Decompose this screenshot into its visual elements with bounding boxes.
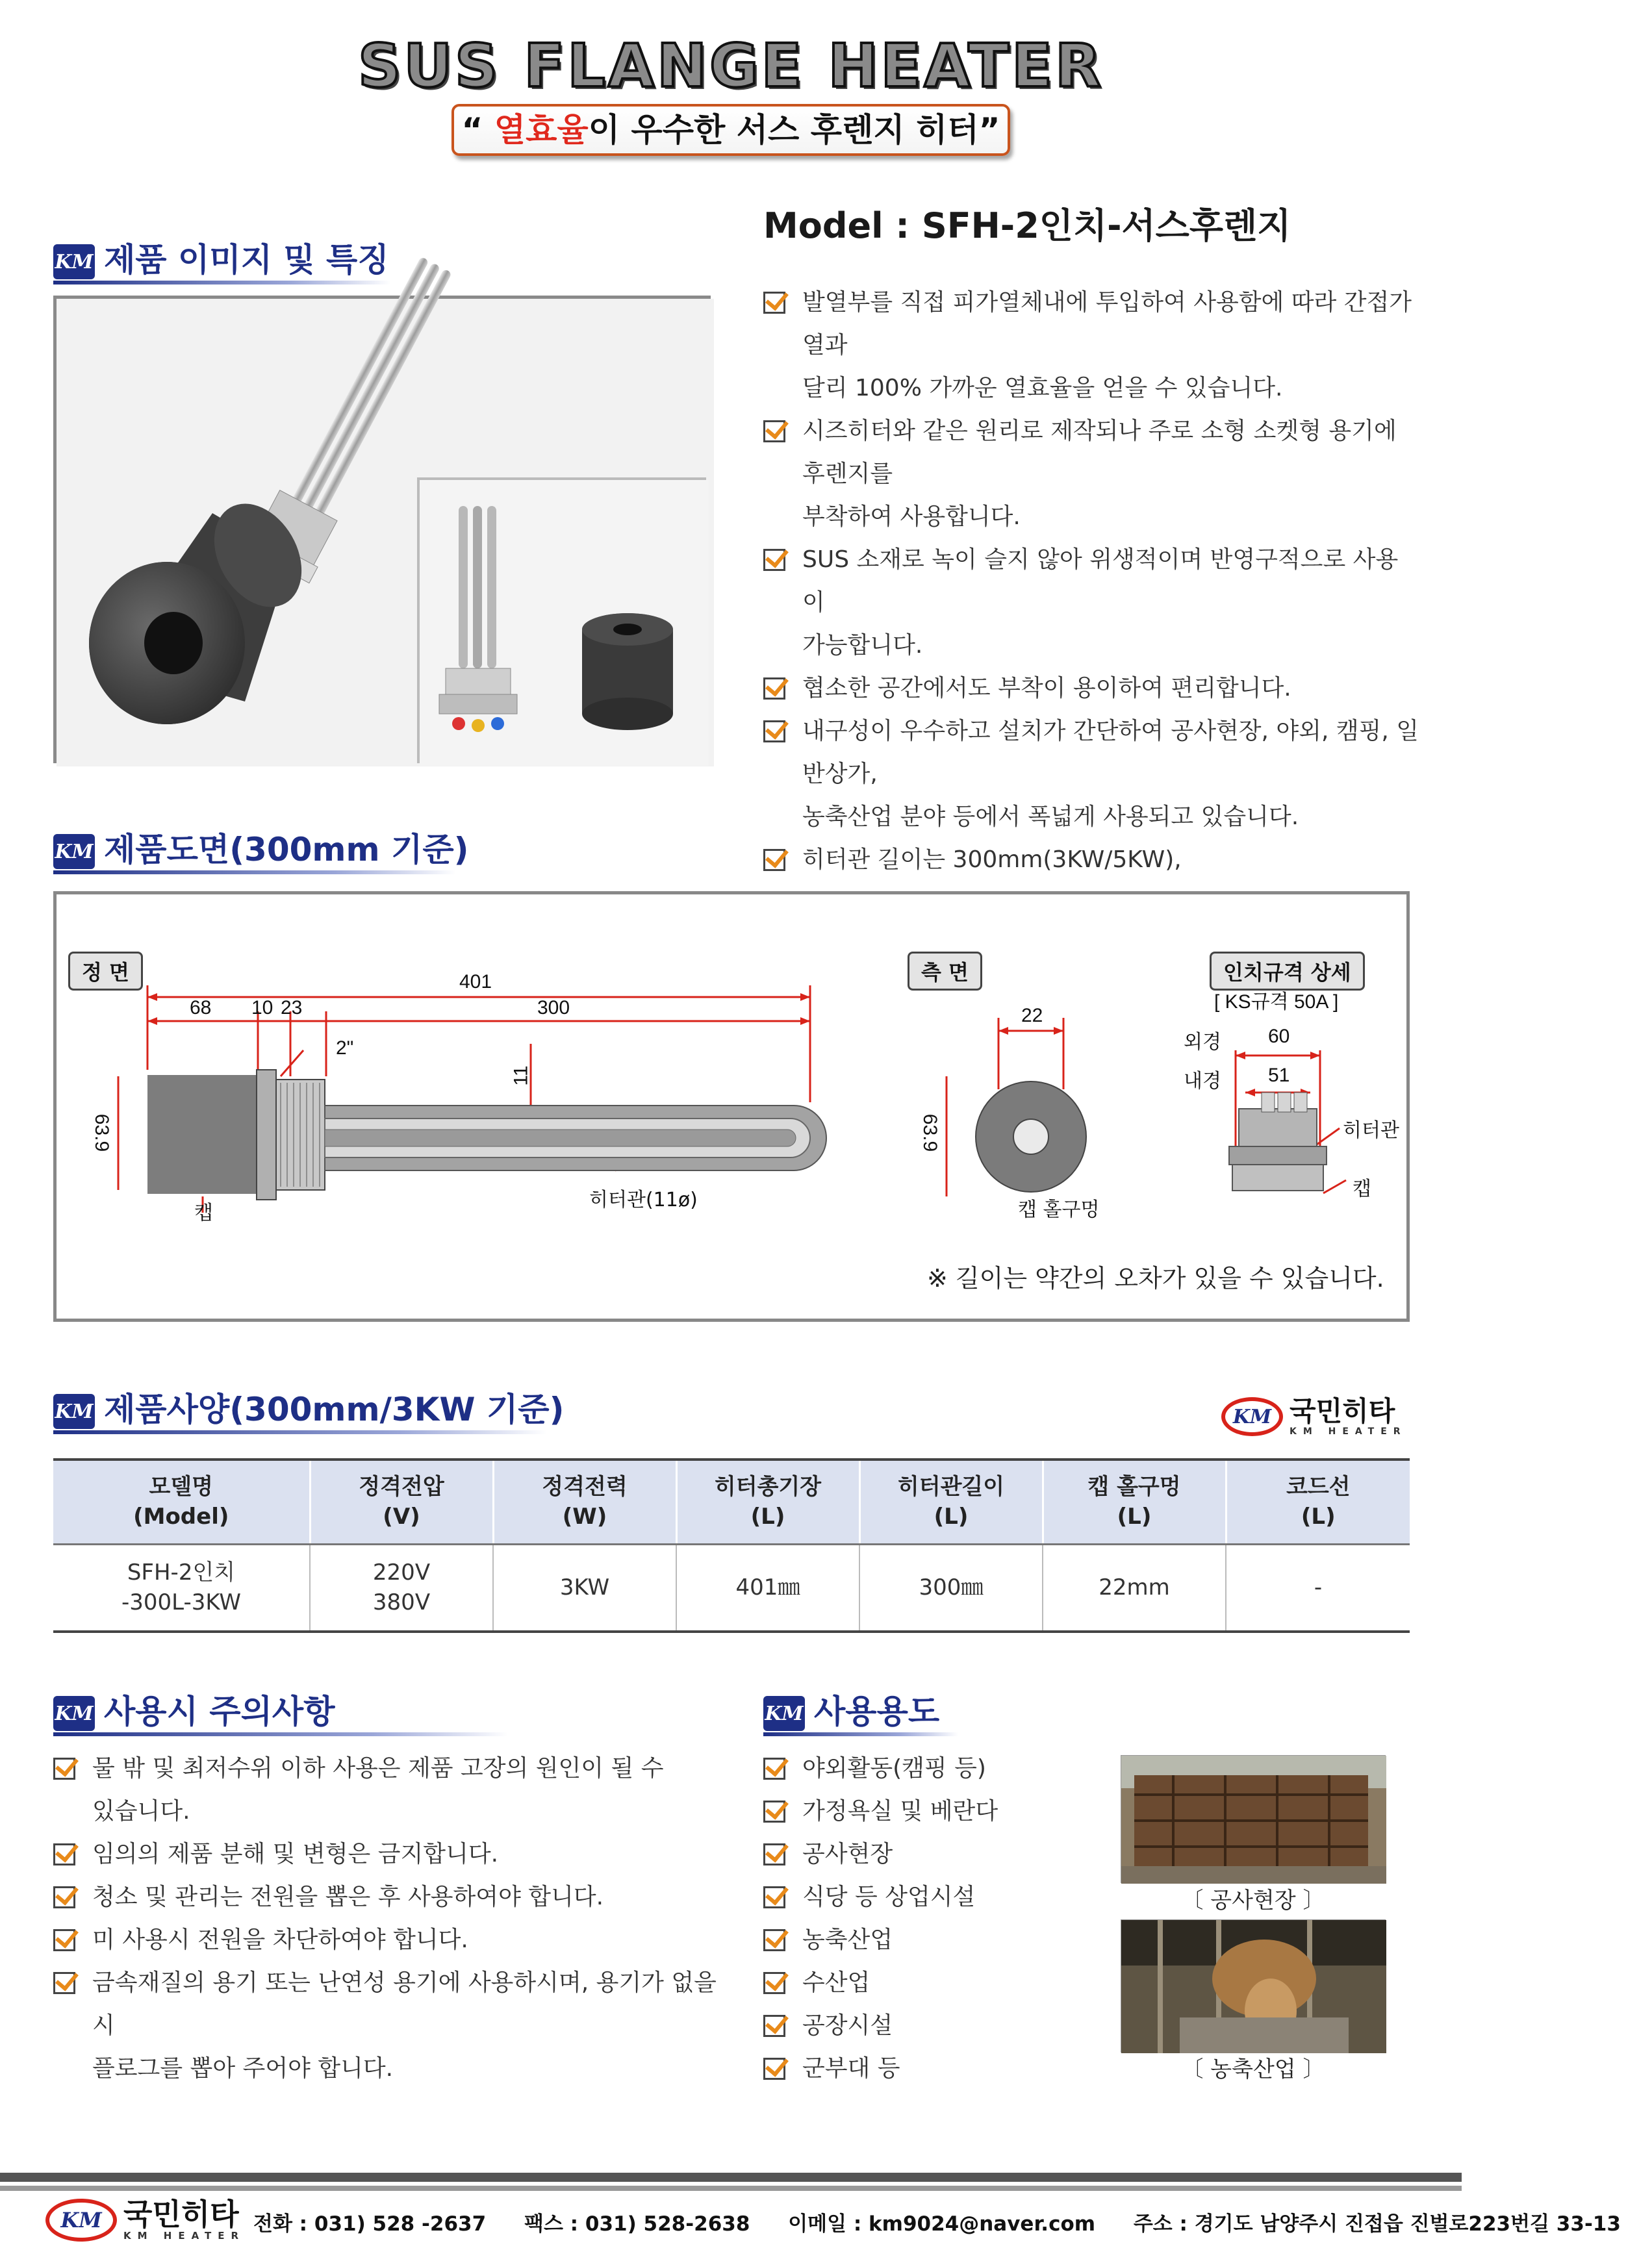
footer-fax: 팩스 : 031) 528-2638 [524, 2212, 750, 2236]
footer-phone: 전화 : 031) 528 -2637 [253, 2212, 487, 2236]
side-view-label: 측 면 [908, 952, 982, 991]
check-icon [763, 549, 785, 571]
page-title: SUS FLANGE HEATER [358, 31, 1104, 101]
feature-item: SUS 소재로 녹이 슬지 않아 위생적이며 반영구적으로 사용이 가능합니다. [763, 538, 1419, 667]
section-header-features [53, 234, 389, 279]
check-icon [763, 1843, 785, 1865]
check-icon [763, 849, 785, 871]
dim-height-side: 63.9 [919, 1113, 941, 1152]
header-voltage: 정격전압 (V) [310, 1460, 493, 1544]
dim-tube: 300 [537, 997, 570, 1018]
check-icon [763, 2058, 785, 2080]
product-photo [53, 296, 711, 763]
construction-photo-illustration [1121, 1756, 1386, 1884]
section-title-spec: 제품사양(300mm/3KW 기준) [104, 1391, 565, 1428]
outer-label: 외경 [1184, 1031, 1221, 1053]
check-icon [53, 1886, 75, 1908]
feature-item: 시즈히터와 같은 원리로 제작되나 주로 소형 소켓형 용기에 후렌지를 부착하여 사용합니다. [763, 410, 1419, 538]
footer-divider-thin [0, 2186, 1462, 2191]
feature-item: 히터관 길이는 300mm(3KW/5KW), [763, 839, 1419, 1010]
section-underline [53, 870, 456, 874]
caution-item: 미 사용시 전원을 차단하여야 합니다. [53, 1919, 735, 1962]
km-logo-icon: KM [53, 244, 95, 279]
cell-power: 3KW [493, 1544, 676, 1632]
usage-item: 식당 등 상업시설 [763, 1876, 1101, 1919]
check-icon [763, 1886, 785, 1908]
footer-contact [253, 2207, 1652, 2236]
inset-product-photo [417, 477, 706, 763]
cell-voltage: 220V 380V [310, 1544, 493, 1632]
section-underline [53, 1732, 508, 1736]
livestock-photo-illustration [1121, 1920, 1386, 2053]
caution-item: 청소 및 관리는 전원을 뽑은 후 사용하여야 합니다. [53, 1876, 735, 1919]
dim-hole: 22 [1021, 1005, 1043, 1026]
check-icon [53, 1758, 75, 1780]
cell-cord: - [1226, 1544, 1410, 1632]
section-title-drawing: 제품도면(300mm 기준) [104, 831, 469, 868]
footer-address: 주소 : 경기도 남양주시 진접읍 진벌로223번길 33-13 [1133, 2212, 1621, 2236]
usage-item: 가정욕실 및 베란다 [763, 1790, 1101, 1833]
inner-value: 51 [1268, 1065, 1290, 1086]
header-cap-hole: 캡 홀구멍 (L) [1043, 1460, 1226, 1544]
footer-brand-name: 국민히타 [123, 2197, 239, 2232]
cell-tube-length: 300㎜ [859, 1544, 1043, 1632]
km-brand-icon: KM [1221, 1397, 1283, 1436]
check-icon [53, 1929, 75, 1951]
check-icon [53, 1843, 75, 1865]
table-row [53, 1544, 1410, 1632]
footer-email[interactable]: 이메일 : km9024@naver.com [788, 2212, 1096, 2236]
detail-cap-label: 캡 [1353, 1178, 1371, 1200]
drawing-lines [57, 894, 1406, 1319]
header-total-length: 히터총기장 (L) [676, 1460, 859, 1544]
section-header-usage [763, 1686, 939, 1731]
footer-brand-logo [45, 2199, 245, 2242]
cell-cap-hole: 22mm [1043, 1544, 1226, 1632]
check-icon [763, 1758, 785, 1780]
usage-item: 농축산업 [763, 1919, 1101, 1962]
subtitle-open: “ [461, 111, 494, 149]
km-logo-icon: KM [53, 1394, 95, 1429]
usage-item: 군부대 등 [763, 2047, 1101, 2090]
technical-drawing [53, 891, 1410, 1322]
detail-tube-label: 히터관 [1343, 1119, 1399, 1142]
check-icon [763, 2015, 785, 2037]
km-logo-icon: KM [53, 1696, 95, 1731]
brand-logo [1221, 1397, 1407, 1437]
brand-subtitle: KM HEATER [1290, 1426, 1407, 1437]
check-icon [763, 1801, 785, 1823]
check-icon [53, 1972, 75, 1994]
check-icon [763, 292, 785, 314]
tube-label: 히터관(11ø) [589, 1189, 698, 1211]
dim-thread: 23 [281, 997, 303, 1018]
livestock-caption: 〔 농축산업 〕 [1181, 2056, 1325, 2082]
model-title: Model : SFH-2인치-서스후렌지 [763, 205, 1291, 246]
spec-table [53, 1458, 1410, 1633]
caution-list [53, 1747, 735, 2090]
usage-item: 공사현장 [763, 1833, 1101, 1876]
header-power: 정격전력 (W) [493, 1460, 676, 1544]
feature-item: 내구성이 우수하고 설치가 간단하여 공사현장, 야외, 캠핑, 일반상가, 농축산업 분야 등에서 폭넓게 사용되고 있습니다. [763, 710, 1419, 839]
cell-total-length: 401㎜ [676, 1544, 859, 1632]
tolerance-note: ※ 길이는 약간의 오차가 있을 수 있습니다. [927, 1264, 1384, 1293]
dim-nut: 10 [251, 997, 273, 1018]
livestock-photo [1121, 1919, 1386, 2053]
dim-height-front: 63.9 [91, 1113, 113, 1152]
check-icon [763, 677, 785, 700]
section-underline [53, 281, 391, 284]
detail-view-label: 인치규격 상세 [1210, 952, 1365, 991]
construction-caption: 〔 공사현장 〕 [1181, 1888, 1325, 1914]
check-icon [763, 1929, 785, 1951]
section-title-caution: 사용시 주의사항 [104, 1693, 335, 1730]
caution-item: 임의의 제품 분해 및 변형은 금지합니다. [53, 1833, 735, 1876]
cell-model: SFH-2인치 -300L-3KW [53, 1544, 310, 1632]
header-cord: 코드선 (L) [1226, 1460, 1410, 1544]
section-title-usage: 사용용도 [814, 1693, 940, 1730]
dim-tube-dia: 11 [510, 1065, 532, 1086]
check-icon [763, 1972, 785, 1994]
usage-list [763, 1747, 1101, 2090]
footer-brand-subtitle: KM HEATER [123, 2230, 246, 2242]
dim-cap: 68 [190, 997, 212, 1018]
section-title-features: 제품 이미지 및 특징 [104, 241, 389, 279]
front-view-label: 정 면 [68, 952, 143, 991]
outer-value: 60 [1268, 1026, 1290, 1047]
header-tube-length: 히터관길이 (L) [859, 1460, 1043, 1544]
dim-thread-size: 2" [336, 1037, 354, 1059]
caution-item: 금속재질의 용기 또는 난연성 용기에 사용하시며, 용기가 없을시 플로그를 뽑아 주어야 합니다. [53, 1962, 735, 2090]
footer-divider [0, 2173, 1462, 2182]
construction-site-photo [1121, 1755, 1386, 1883]
inset-photo-illustration [420, 480, 709, 766]
subtitle-accent: 열효율 [494, 111, 589, 149]
km-logo-icon: KM [53, 834, 95, 869]
detail-standard: [ KS규격 50A ] [1214, 991, 1339, 1013]
subtitle-box [451, 104, 1010, 156]
subtitle-rest: 이 우수한 서스 후렌지 히터” [588, 111, 1000, 149]
cap-hole-label: 캡 홀구멍 [1018, 1198, 1100, 1221]
section-header-caution [53, 1686, 335, 1731]
inner-label: 내경 [1184, 1070, 1221, 1092]
section-header-spec [53, 1384, 564, 1429]
usage-item: 야외활동(캠핑 등) [763, 1747, 1101, 1790]
km-brand-icon: KM [45, 2199, 117, 2242]
feature-item: 발열부를 직접 피가열체내에 투입하여 사용함에 따라 간접가열과 달리 100% 가까운 열효율을 얻을 수 있습니다. [763, 281, 1419, 410]
section-header-drawing [53, 824, 468, 869]
table-header-row [53, 1460, 1410, 1544]
section-underline [53, 1430, 547, 1434]
cap-label: 캡 [194, 1202, 213, 1224]
usage-item: 수산업 [763, 1962, 1101, 2004]
dim-total: 401 [459, 971, 492, 992]
feature-item: 협소한 공간에서도 부착이 용이하여 편리합니다. [763, 667, 1419, 710]
header-model: 모델명 (Model) [53, 1460, 310, 1544]
check-icon [763, 420, 785, 442]
km-logo-icon: KM [763, 1696, 805, 1731]
brand-name: 국민히타 [1290, 1395, 1395, 1427]
check-icon [763, 720, 785, 742]
usage-item: 공장시설 [763, 2004, 1101, 2047]
caution-item: 물 밖 및 최저수위 이하 사용은 제품 고장의 원인이 될 수 있습니다. [53, 1747, 735, 1833]
section-underline [763, 1732, 958, 1736]
